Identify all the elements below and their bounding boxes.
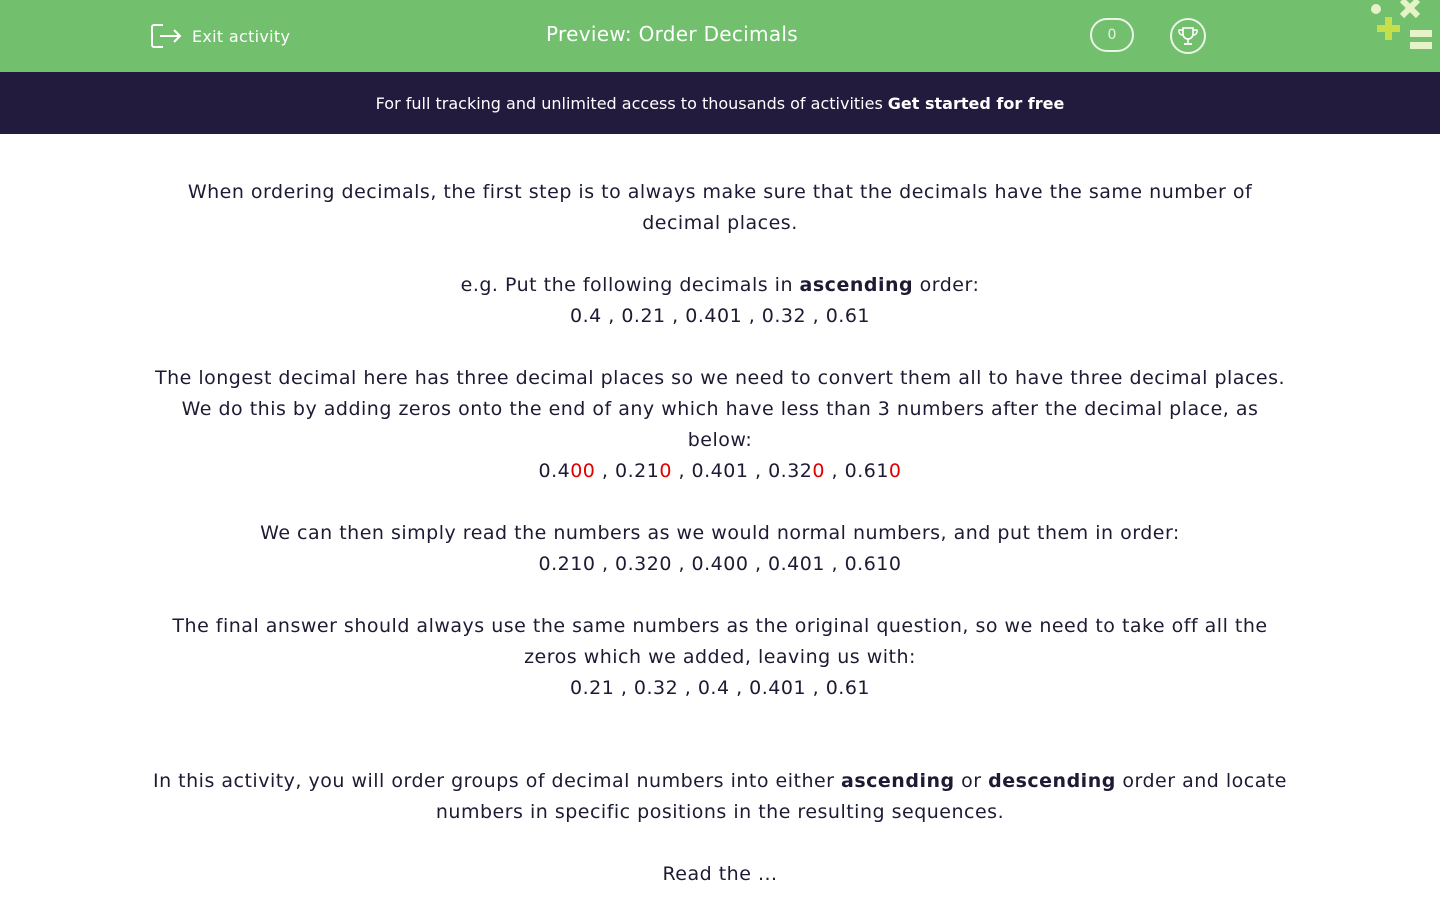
example-post-text: order: [919, 274, 980, 296]
top-bar [0, 0, 1440, 72]
intro-content [150, 177, 1290, 890]
padded-number-base: 0.4 [538, 460, 571, 482]
number-separator: , [595, 460, 616, 482]
padded-number-base: 0.401 [691, 460, 749, 482]
score-badge: 0 [1090, 18, 1134, 52]
ordered-padded-numbers: 0.210 , 0.320 , 0.400 , 0.401 , 0.610 [538, 553, 902, 575]
padded-number-base: 0.61 [844, 460, 889, 482]
example-bold-text: ascending [799, 274, 914, 296]
example-line [150, 270, 1290, 301]
padded-number-added-zeros: 00 [570, 460, 596, 482]
answer-numbers: 0.21 , 0.32 , 0.4 , 0.401 , 0.61 [570, 677, 870, 699]
number-separator: , [824, 460, 845, 482]
padded-numbers [150, 456, 1290, 487]
longest-paragraph: The longest decimal here has three decimal places so we need to convert them all to have three decimal places. [154, 367, 1286, 389]
padded-number-base: 0.32 [768, 460, 813, 482]
trophy-icon [1177, 25, 1199, 47]
padded-number-added-zeros: 0 [888, 460, 902, 482]
last-line: Read the ... [662, 863, 778, 885]
example-pre-text: e.g. Put the following decimals in [460, 274, 793, 296]
page-title: Preview: Order Decimals [546, 22, 798, 46]
activity-or-text: or [961, 770, 982, 792]
number-separator: , [748, 460, 769, 482]
padded-number-added-zeros: 0 [812, 460, 825, 482]
brand-logo-icon [1366, 0, 1440, 56]
padded-number-added-zeros: 0 [659, 460, 672, 482]
padded-number-base: 0.21 [615, 460, 660, 482]
promo-text: For full tracking and unlimited access to thousands of activities [375, 93, 883, 113]
exit-activity-label: Exit activity [192, 26, 291, 46]
activity-paragraph [150, 766, 1290, 828]
activity-bold-descending: descending [988, 770, 1116, 792]
activity-pre-text: In this activity, you will order groups of decimal numbers into either [153, 770, 835, 792]
promo-banner [0, 72, 1440, 134]
activity-bold-ascending: ascending [841, 770, 955, 792]
intro-paragraph: When ordering decimals, the first step is to always make sure that the decimals have the same number of decimal places. [187, 181, 1253, 234]
number-separator: , [671, 460, 692, 482]
final-paragraph: The final answer should always use the same numbers as the original question, so we need to take off all the zeros which we added, leaving us with: [172, 615, 1268, 668]
get-started-link[interactable]: Get started for free [887, 93, 1065, 113]
example-numbers: 0.4 , 0.21 , 0.401 , 0.32 , 0.61 [570, 305, 870, 327]
trophy-button[interactable] [1170, 18, 1206, 54]
then-paragraph: We can then simply read the numbers as we would normal numbers, and put them in order: [260, 522, 1180, 544]
activity-post-text: order and locate numbers in specific positions in the resulting sequences. [435, 770, 1287, 823]
adding-paragraph: We do this by adding zeros onto the end of any which have less than 3 numbers after the decimal place, as below: [181, 398, 1259, 451]
